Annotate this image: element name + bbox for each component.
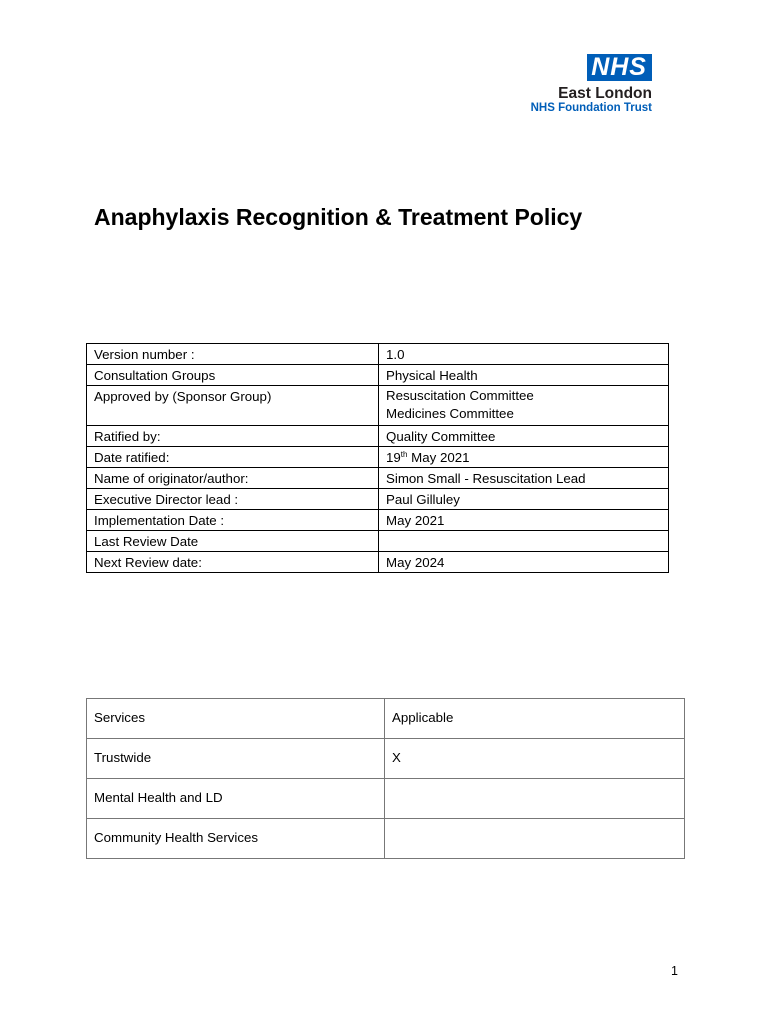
detail-value: 1.0 [379, 344, 669, 365]
detail-label: Implementation Date : [87, 510, 379, 531]
detail-value-line: Medicines Committee [386, 406, 514, 421]
table-row [87, 468, 669, 489]
detail-value: Physical Health [379, 365, 669, 386]
logo-trust-name: NHS Foundation Trust [530, 102, 652, 114]
date-day: 19 [386, 450, 401, 465]
detail-value: Quality Committee [379, 426, 669, 447]
document-details-table [86, 343, 669, 573]
detail-value [379, 386, 669, 426]
table-row [87, 819, 685, 859]
detail-label: Date ratified: [87, 447, 379, 468]
table-row [87, 779, 685, 819]
logo-org-name: East London [558, 85, 652, 102]
detail-label: Ratified by: [87, 426, 379, 447]
table-row [87, 510, 669, 531]
table-row [87, 552, 669, 573]
detail-label: Executive Director lead : [87, 489, 379, 510]
detail-value: May 2021 [379, 510, 669, 531]
document-title: Anaphylaxis Recognition & Treatment Policy [94, 204, 583, 230]
applicable-header: Applicable [385, 699, 685, 739]
detail-value [379, 531, 669, 552]
detail-label: Next Review date: [87, 552, 379, 573]
detail-value: Simon Small - Resuscitation Lead [379, 468, 669, 489]
applicable-mark [385, 779, 685, 819]
services-table [86, 698, 685, 859]
table-row [87, 386, 669, 426]
table-row [87, 344, 669, 365]
nhs-logo-mark: NHS [587, 54, 652, 81]
service-name: Mental Health and LD [87, 779, 385, 819]
detail-label: Last Review Date [87, 531, 379, 552]
service-name: Trustwide [87, 739, 385, 779]
detail-label: Version number : [87, 344, 379, 365]
page-number: 1 [671, 964, 678, 978]
detail-value-line: Resuscitation Committee [386, 388, 534, 403]
applicable-mark: X [385, 739, 685, 779]
table-row [87, 447, 669, 468]
detail-value: Paul Gilluley [379, 489, 669, 510]
services-header: Services [87, 699, 385, 739]
date-ordinal-suffix: th [400, 450, 408, 459]
applicable-mark [385, 819, 685, 859]
table-row [87, 365, 669, 386]
table-row [87, 531, 669, 552]
detail-label: Consultation Groups [87, 365, 379, 386]
table-row [87, 739, 685, 779]
nhs-logo [512, 54, 652, 115]
detail-value [379, 447, 669, 468]
service-name: Community Health Services [87, 819, 385, 859]
table-header-row [87, 699, 685, 739]
table-row [87, 426, 669, 447]
detail-label: Approved by (Sponsor Group) [87, 386, 379, 426]
table-row [87, 489, 669, 510]
detail-label: Name of originator/author: [87, 468, 379, 489]
detail-value: May 2024 [379, 552, 669, 573]
date-rest: May 2021 [407, 450, 470, 465]
